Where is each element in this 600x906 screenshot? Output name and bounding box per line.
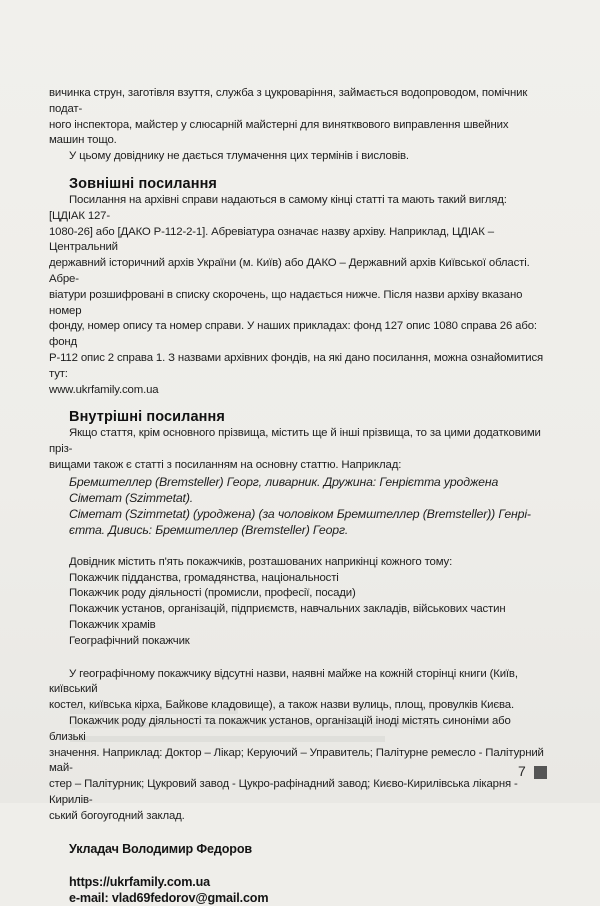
page-content: [49, 86, 545, 906]
external-links-heading: Зовнішні посилання: [69, 175, 217, 192]
show-through-text: [70, 700, 490, 780]
page-marker-square: [534, 766, 547, 779]
website-link[interactable]: https://ukrfamily.com.ua: [69, 875, 211, 890]
example-line: Сіметат (Szimmetat).: [69, 490, 194, 505]
index-item: Покажчик підданства, громадянства, національності: [69, 571, 339, 584]
example-line: єтта. Дивись: Бремштеллер (Bremsteller) Георг.: [69, 522, 349, 537]
intro-line: У цьому довіднику не дається тлумачення цих термінів і висловів.: [69, 150, 409, 163]
intro-line: ного інспектора, майстер у слюсарній майстерні для винятквового виправлення швейних машин тощо.: [49, 118, 509, 147]
notes-line: костел, київська кірха, Байкове кладовище), а також назви вулиць, площ, провулків Києва.: [49, 699, 514, 712]
notes-line: Покажчик роду діяльності та покажчик установ, організацій іноді містять синоніми або близькі: [49, 714, 511, 743]
notes-line: значення. Наприклад: Доктор – Лікар; Керуючий – Управитель; Палітурне ремесло - Палітурний май-: [49, 746, 544, 775]
internal-line: вищами також є статті з посиланням на основну статтю. Наприклад:: [49, 458, 402, 471]
index-item: Географічний покажчик: [69, 634, 190, 647]
index-intro: Довідник містить п'ять покажчиків, розташованих наприкінці кожного тому:: [69, 555, 453, 568]
index-list: [49, 555, 545, 650]
index-item: Покажчик роду діяльності (промисли, професії, посади): [69, 587, 356, 600]
compiler-name: Укладач Володимир Федоров: [69, 842, 252, 857]
notes-line: У географічному покажчику відсутні назви, наявні майже на кожній сторінці книги (Київ, київський: [49, 667, 518, 696]
internal-links-heading: Внутрішні посилання: [69, 409, 225, 426]
example-line: Сіметат (Szimmetat) (уроджена) (за чоловіком Бремштеллер (Bremsteller)) Генрі-: [69, 506, 531, 521]
intro-line: вичинка струн, заготівля взуття, служба з цукроваріння, займається водопроводом, помічник подат-: [49, 87, 528, 115]
external-line: віатури розшифровані в списку скорочень, що надається нижче. Після назви архіву вказано номер: [49, 288, 523, 317]
index-item: Покажчик установ, організацій, підприємств, навчальних закладів, військових частин: [69, 603, 506, 616]
external-url: www.ukrfamily.com.ua: [49, 383, 159, 396]
notes-line: ський богоугодний заклад.: [49, 809, 185, 822]
internal-line: Якщо стаття, крім основного прізвища, містить ще й інші прізвища, то за цими додатковими пріз-: [49, 427, 541, 456]
external-line: 1080-26] або [ДАКО Р-112-2-1]. Абревіатура означає назву архіву. Наприклад, ЦДІАК – Центральний: [49, 225, 494, 254]
external-line: державний історичний архів України (м. Київ) або ДАКО – Державний архів Київської області. Абре-: [49, 257, 530, 285]
example-line: Бремштеллер (Bremsteller) Георг, ливарник. Дружина: Генрієтта уроджена: [69, 474, 499, 489]
external-line: Посилання на архівні справи надаються в самому кінці статті та мають такий вигляд: [ЦДІАК 127-: [49, 193, 507, 222]
index-item: Покажчик храмів: [69, 618, 156, 631]
notes-line: стер – Палітурник; Цукровий завод - Цукро-рафінадний завод; Києво-Кирилівська лікарня - Кирилів-: [49, 778, 518, 806]
page-number: 7: [518, 763, 526, 779]
email-link[interactable]: e-mail: vlad69fedorov@gmail.com: [69, 891, 269, 906]
external-line: Р-112 опис 2 справа 1. З назвами архівних фондів, на які дано посилання, можна ознайомитися тут:: [49, 351, 544, 380]
external-line: фонду, номер опису та номер справи. У наших прикладах: фонд 127 опис 1080 справа 26 або: фонд: [49, 320, 537, 349]
